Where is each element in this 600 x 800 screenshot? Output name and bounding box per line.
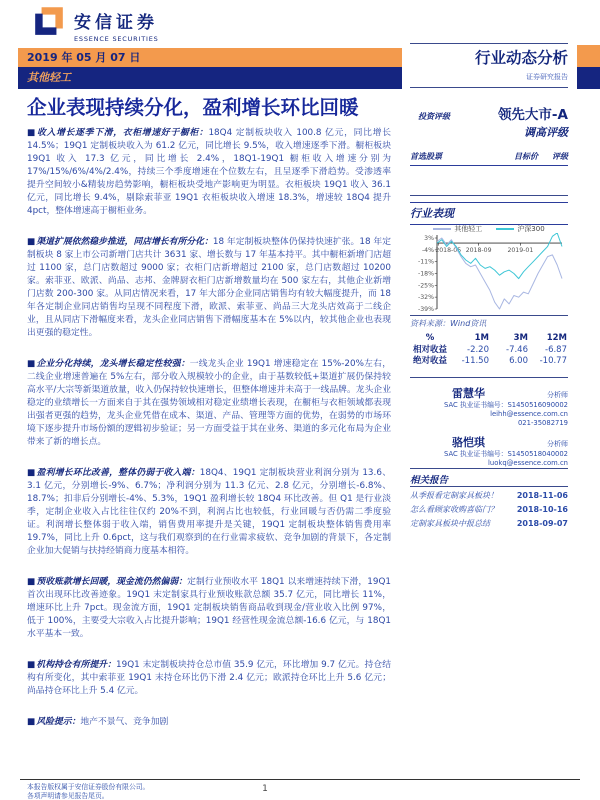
returns-cell: -7.46 — [506, 344, 528, 355]
column-preferred-stock: 首选股票 — [410, 152, 442, 161]
report-date: 2019 年 05 月 07 日 — [27, 51, 141, 64]
sidebar-rule — [410, 468, 568, 469]
sidebar-rule — [410, 377, 568, 378]
date-bar — [18, 48, 402, 67]
related-report-title: 怎么看顾家收购喜临门？ — [410, 505, 498, 514]
essence-logo-icon — [32, 4, 66, 38]
paragraph-body: 18 年定制板块整体仍保持快速扩张。18 年定制板块 8 家上市公司新增门店共计 3631 家、增长数与 17 年基本持平。其中橱柜新增门店超过 1100 家，总门店数超过 9000 家；衣柜门店新增超过 2100 家，总门店数超过 10200 家。索菲亚、欧派、尚品、志邦、金牌厨衣柜门店新增数量均在 500 家左右，其他企业新增门店数 200-300 家。从同店情况来看，17 年大部分企业同店销售均有较大幅度提升，而 18 年各定制企业同店销售均呈现不同程度下滑，欧派、索菲亚、尚品三大龙头店效高于二线企业，且从同店下滑幅度来看，龙头企业同店销售下滑幅度基本在 5%以内，较其他企业也表现出更强的稳定性。 — [27, 237, 391, 338]
rating-label: 投资评级 — [418, 112, 450, 121]
legend-line-swatch — [433, 228, 451, 230]
paragraph-body: 一线龙头企业 19Q1 增速稳定在 15%-20%左右，二线企业增速普遍在 5%左右，部分收入规模较小的企业，由于基数较低+渠道扩展仍保持较高水平/大宗等新渠道放量，收入仍保持较快速增长，但整体增速并未高于一线品牌。龙头企业稳定的业绩增长一方面来自于其在强势领域相对稳定业绩增长表现，在橱柜与衣柜领域都表现出强者更强的趋势，龙头企业凭借在成本、渠道、产品、管理等方面的优势，在弱势的市场环境下逐步提升市场份额的逻辑初步验证；另一方面受益于其在业务、渠道的多元化布局为企业带来了新的增长点。 — [27, 359, 391, 447]
analyst-name-row — [410, 434, 568, 450]
related-report-title: 定制家具板块中报总结 — [410, 519, 490, 528]
industry-performance-chart — [410, 233, 568, 315]
returns-cell: -11.50 — [461, 356, 489, 366]
svg-text:2019-01: 2019-01 — [507, 247, 534, 255]
analyst-name: 雷慧华 — [452, 387, 485, 400]
report-subtype: 证券研究报告 — [526, 73, 568, 81]
analyst-cert: SAC 执业证书编号：S1450518040002 — [444, 450, 568, 459]
returns-table-row — [410, 345, 568, 357]
returns-table — [410, 333, 568, 368]
paragraph-heading: ■ 渠道扩展依然稳步推进，同店增长有所分化： — [27, 237, 213, 247]
paragraph-heading: ■ 机构持仓有所提升： — [27, 660, 116, 670]
report-paragraph — [27, 467, 391, 558]
report-title: 企业表现持续分化，盈利增长环比回暖 — [27, 96, 359, 119]
report-paragraph — [27, 576, 391, 641]
brand-block — [74, 8, 159, 43]
page-number: 1 — [262, 784, 268, 794]
analyst-cert: SAC 执业证书编号：S1450516090002 — [444, 401, 568, 409]
rating-row — [410, 103, 568, 123]
related-reports-title: 相关报告 — [410, 475, 449, 486]
svg-text:-18%: -18% — [418, 270, 434, 278]
analyst-name-row — [410, 385, 568, 401]
column-rating: 评级 — [552, 152, 568, 161]
paragraph-body: 19Q1 末定制板块持仓总市值 35.9 亿元，环比增加 9.7 亿元。持仓结构有所变化，其中索菲亚 19Q1 末持仓环比仍下滑 2.4 亿元；欧派持仓环比上升 5.6 亿元；尚品持仓环比上升 5.4 亿元。 — [27, 660, 391, 696]
returns-cell: -10.77 — [539, 356, 567, 366]
report-paragraph — [27, 236, 391, 340]
paragraph-body: 地产不景气、竞争加剧 — [80, 717, 169, 727]
industry-category: 其他轻工 — [27, 71, 71, 84]
returns-cell: -2.20 — [467, 344, 489, 355]
rating-value: 领先大市-A — [497, 107, 568, 123]
report-paragraph — [27, 716, 391, 729]
report-paragraph — [27, 358, 391, 449]
preferred-stock-table-header — [410, 151, 568, 166]
returns-header-cell: 12M — [546, 333, 567, 343]
legend-label: 沪深300 — [517, 225, 545, 233]
sidebar-rule — [410, 315, 568, 316]
returns-table-header — [410, 333, 568, 345]
analyst-email: leihh@essence.com.cn — [490, 409, 568, 418]
returns-header-cell: 3M — [513, 333, 528, 343]
analyst-name: 骆恺琪 — [452, 436, 485, 450]
svg-text:-25%: -25% — [418, 282, 434, 290]
category-bar — [18, 67, 402, 89]
related-report-item — [410, 503, 568, 517]
industry-performance-title: 行业表现 — [410, 205, 568, 225]
returns-table-row — [410, 356, 568, 368]
related-report-date: 2018-10-16 — [516, 505, 568, 514]
paragraph-heading: ■ 盈利增长环比改善，整体仍弱于收入端： — [27, 468, 200, 478]
sidebar-rule — [410, 202, 568, 203]
paragraph-body: 18Q4 定制板块收入 100.8 亿元，同比增长 14.5%；19Q1 定制板块收入为 61.2 亿元，同比增长 9.5%，收入增速逐季下滑。橱柜板块 19Q1 收入 17.3 亿元，同比增长 2.4%，18Q1-19Q1 橱柜收入增速分别为 17%/15%/6%/4%/2.4%，持续三个季度增速在个位数左右，且呈逐季下滑趋势。受渗透率提升空间较小&精装房趋势影响，橱柜板块受地产影响更为明显。衣柜板块 19Q1 收入 36.1 亿元，同比增长 9.4%，剔除索菲亚 19Q1 衣柜板块收入增速 18.3%，增速较 18Q4 提升 4pct，整体增速高于橱柜业务。 — [27, 128, 391, 216]
paragraph-heading: ■ 收入增长逐季下滑，衣柜增速好于橱柜： — [27, 128, 208, 138]
returns-header-cell: 1M — [474, 333, 489, 343]
corner-orange-block — [577, 45, 600, 67]
returns-cell: -6.87 — [545, 344, 567, 355]
column-target-price: 目标价 — [514, 152, 538, 161]
paragraph-heading: ■ 风险提示： — [27, 717, 80, 727]
analyst-role: 分析师 — [547, 391, 568, 399]
footer-disclaimer — [27, 783, 149, 800]
sidebar-rule — [410, 87, 568, 88]
svg-text:-4%: -4% — [421, 246, 434, 254]
report-paragraph — [27, 127, 391, 218]
paragraph-body: 18Q4、19Q1 定制板块营业利润分别为 13.6、3.1 亿元，分别增长-9%、6.7%；净利润分别为 11.3 亿元、2.8 亿元，分别增长-6.8%、18.7%；扣非后分别增长-4%、5.3%，19Q1 盈利增长较 18Q4 环比改善。但 Q1 是行业淡季，定制企业收入占比往往仅约 20%不到，利润占比也较低，行业回暖与否仍需二季度验证。利润增长整体弱于收入端，销售费用率提升是关键，19Q1 定制板块整体销售费用率 19.7%，同比上升 0.6pct，这与我们观察到的在行业需求疲软、竞争加剧的背景下，各定制企业加大促销与扶持经销商力度基本相符。 — [27, 468, 391, 556]
report-paragraph — [27, 659, 391, 698]
related-report-item — [410, 489, 568, 503]
rating-change: 调高评级 — [524, 126, 568, 139]
returns-cell: 相对收益 — [412, 344, 447, 355]
returns-header-cell: % — [425, 333, 435, 343]
svg-text:2018-09: 2018-09 — [465, 247, 492, 255]
analyst-phone: 021-35082719 — [517, 418, 568, 427]
svg-text:-11%: -11% — [418, 258, 434, 266]
corner-navy-block — [577, 67, 600, 89]
sidebar-rule — [410, 486, 568, 487]
footer-line2: 各项声明请参见报告尾页。 — [27, 791, 109, 800]
returns-cell: 6.00 — [509, 356, 528, 366]
returns-cell: 绝对收益 — [412, 356, 447, 366]
analyst-card — [410, 434, 568, 468]
analysts-block — [410, 385, 568, 475]
brand-name-cn: 安信证券 — [74, 13, 158, 33]
analyst-role: 分析师 — [547, 440, 568, 449]
related-report-date: 2018-09-07 — [516, 519, 568, 528]
analyst-card — [410, 385, 568, 427]
analyst-email: luokq@essence.com.cn — [488, 459, 568, 468]
svg-text:-32%: -32% — [418, 294, 434, 302]
legend-label: 其他轻工 — [454, 225, 483, 233]
related-reports-list — [410, 489, 568, 531]
paragraph-body: 定制行业预收水平 18Q1 以来增速持续下滑，19Q1 首次出现环比改善迹象。19Q1 末定制家具行业预收账款总额 35.7 亿元，同比增长 11%，增速环比上升 7pct。现金流方面，19Q1 定制板块销售商品收到现金/营业收入比例 97%，低于 100%，主要受大宗收入占比提升影响；19Q1 经营性现金流总额-16.6 亿元，与 18Q1 水平基本一致。 — [27, 577, 391, 639]
related-report-item — [410, 517, 568, 531]
svg-text:3%: 3% — [424, 235, 434, 242]
footer-rule — [20, 779, 580, 780]
sidebar-rule — [410, 43, 568, 44]
paragraph-heading: ■ 预收账款增长回暖，现金流仍然偏弱： — [27, 577, 187, 587]
chart-source: 资料来源：Wind资讯 — [410, 319, 487, 328]
brand-name-en: ESSENCE SECURITIES — [74, 35, 159, 43]
related-report-date: 2018-11-06 — [516, 491, 568, 500]
paragraph-heading: ■ 企业分化持续，龙头增长稳定性较强： — [27, 359, 190, 369]
legend-line-swatch — [496, 228, 514, 230]
related-report-title: 从季报看定制家具板块！ — [410, 491, 498, 500]
report-paragraphs — [27, 127, 391, 747]
report-type-heading: 行业动态分析 — [474, 49, 568, 67]
sidebar-rule — [410, 195, 568, 196]
svg-text:-39%: -39% — [418, 306, 434, 313]
footer-line1: 本报告版权属于安信证券股份有限公司。 — [27, 783, 150, 791]
svg-text:2018-05: 2018-05 — [435, 247, 462, 255]
